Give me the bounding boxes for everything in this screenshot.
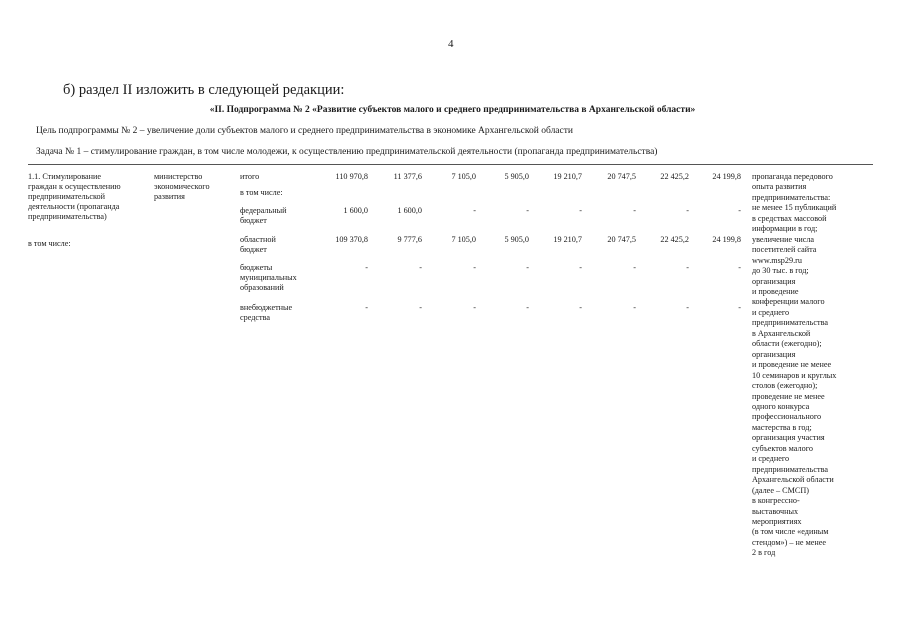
funding-value: 9 777,6: [397, 235, 422, 244]
funding-value: -: [579, 303, 582, 312]
goal-text: Цель подпрограммы № 2 – увеличение доли субъектов малого и среднего предпринимательства в экономике Архангельской области: [36, 126, 573, 136]
measure-executor: министерство экономического развития: [154, 172, 210, 201]
funding-value: 19 210,7: [553, 172, 582, 181]
funding-value: -: [473, 303, 476, 312]
funding-source-label: федеральный бюджет: [240, 206, 287, 225]
funding-value: -: [738, 263, 741, 272]
page-number: 4: [448, 38, 454, 50]
funding-value: 1 600,0: [397, 206, 422, 215]
funding-value: -: [365, 263, 368, 272]
funding-value: -: [738, 303, 741, 312]
funding-value: -: [579, 206, 582, 215]
funding-value: 22 425,2: [660, 172, 689, 181]
funding-value: -: [526, 206, 529, 215]
funding-value: -: [473, 206, 476, 215]
funding-value: 5 905,0: [504, 172, 529, 181]
funding-value: -: [633, 263, 636, 272]
funding-value: 19 210,7: [553, 235, 582, 244]
funding-value: -: [526, 303, 529, 312]
funding-value: -: [686, 303, 689, 312]
funding-value: -: [579, 263, 582, 272]
funding-value: -: [365, 303, 368, 312]
funding-value: 1 600,0: [343, 206, 368, 215]
funding-value: -: [419, 303, 422, 312]
funding-source-label: внебюджетные средства: [240, 303, 293, 322]
funding-value: 20 747,5: [607, 235, 636, 244]
funding-source-label: итого: [240, 172, 260, 181]
funding-value: -: [633, 303, 636, 312]
subprogram-title: «II. Подпрограмма № 2 «Развитие субъектов малого и среднего предпринимательства в Архангельской области»: [209, 105, 696, 115]
funding-source-label: бюджеты муниципальных образований: [240, 263, 297, 292]
funding-value: 20 747,5: [607, 172, 636, 181]
funding-source-label: областной бюджет: [240, 235, 276, 254]
funding-value: 110 970,8: [335, 172, 368, 181]
funding-value: -: [738, 206, 741, 215]
funding-value: -: [686, 263, 689, 272]
funding-value: 7 105,0: [451, 172, 476, 181]
measure-name: 1.1. Стимулирование граждан к осуществлению предпринимательской деятельности (пропаганда предпринимательства): [28, 172, 121, 221]
funding-value: 109 370,8: [335, 235, 368, 244]
measure-result: пропаганда передового опыта развития предпринимательства: не менее 15 публикаций в средствах массовой информации в год; увеличение числа посетителей сайта www.msp29.ru до 30 тыс. в год; организация и проведение конференции малого и среднего предпринимательства в Архангельской области (ежегодно); организация и проведение не менее 10 семинаров и круглых столов (ежегодно); проведение не менее одного конкурса профессионального мастерства в год; организация участия субъектов малого и среднего предпринимательства Архангельской области (далее – СМСП) в конгрессно- выставочных мероприятиях (в том числе «единым стендом») – не менее 2 в год: [752, 172, 837, 558]
table-top-rule: [28, 164, 873, 165]
funding-value: 24 199,8: [712, 172, 741, 181]
funding-value: 22 425,2: [660, 235, 689, 244]
funding-value: 24 199,8: [712, 235, 741, 244]
funding-value: 7 105,0: [451, 235, 476, 244]
funding-value: -: [473, 263, 476, 272]
funding-value: -: [526, 263, 529, 272]
funding-value: -: [686, 206, 689, 215]
funding-value: 11 377,6: [393, 172, 422, 181]
funding-source-label: в том числе:: [240, 188, 283, 197]
measure-in-that-number: в том числе:: [28, 239, 71, 248]
funding-value: 5 905,0: [504, 235, 529, 244]
funding-value: -: [633, 206, 636, 215]
task-text: Задача № 1 – стимулирование граждан, в том числе молодежи, к осуществлению предпринимательской деятельности (пропаганда предпринимательства): [36, 147, 658, 157]
funding-value: -: [419, 263, 422, 272]
section-heading: б) раздел II изложить в следующей редакции:: [63, 82, 345, 98]
